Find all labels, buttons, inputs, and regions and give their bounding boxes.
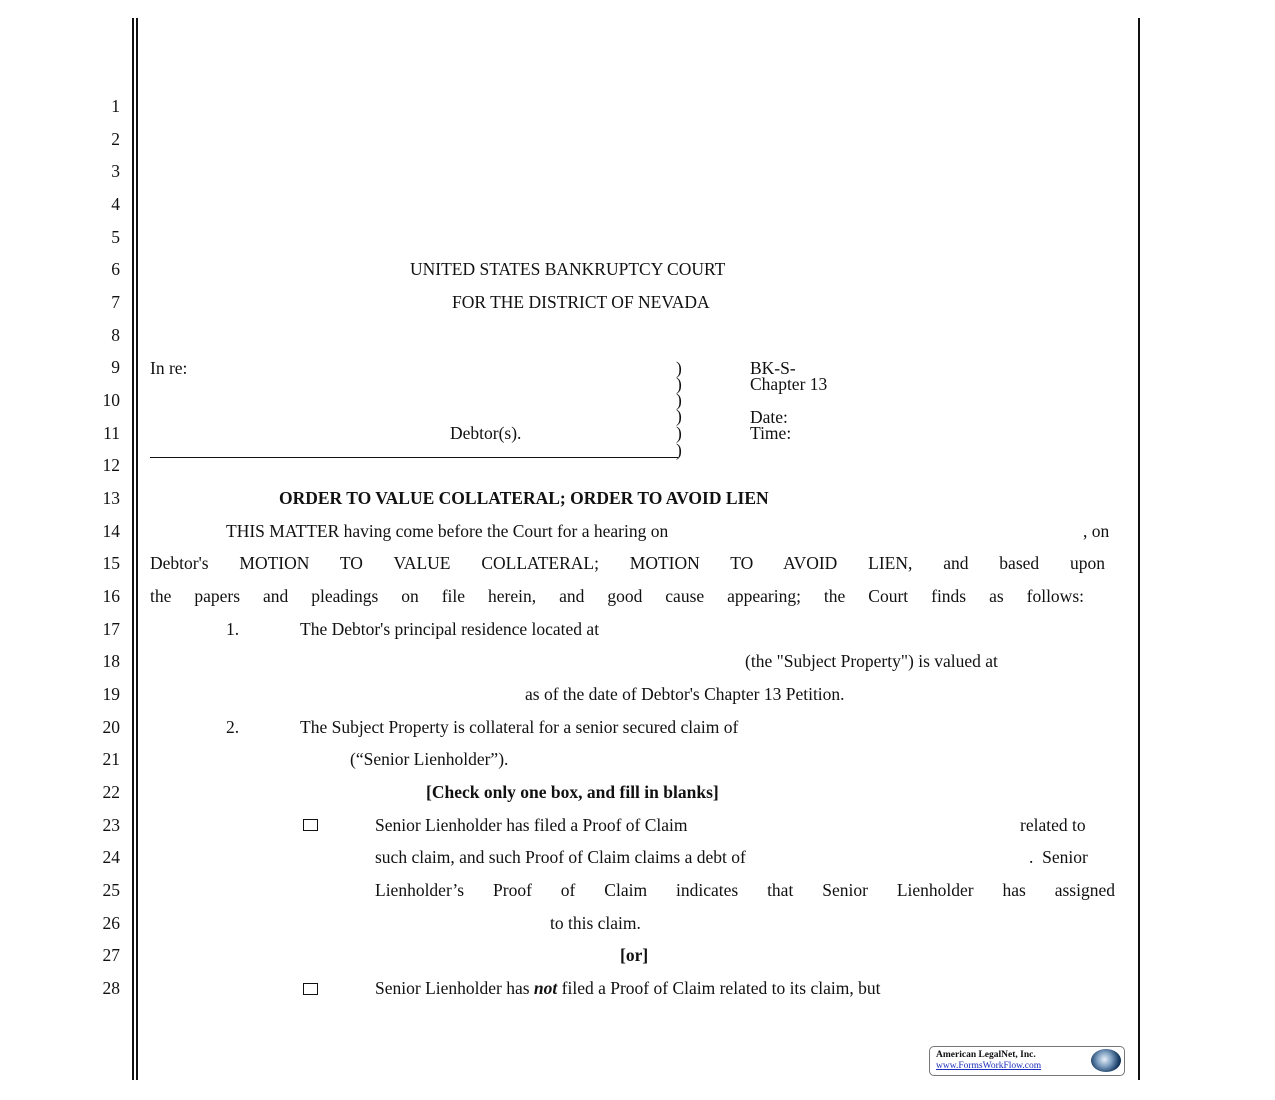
body-line-28	[375, 978, 880, 998]
left-margin-rule-inner	[136, 18, 138, 1080]
line-number: 17	[102, 618, 120, 639]
globe-icon	[1091, 1049, 1121, 1072]
body-line-16: the papers and pleadings on file herein, and good cause appearing; the Court finds as follows:	[150, 586, 1084, 606]
line-number: 5	[111, 226, 120, 247]
body-line-28a: Senior Lienholder has	[375, 978, 530, 998]
chapter: Chapter 13	[750, 374, 828, 394]
line-number: 2	[111, 128, 120, 149]
checkbox-proof-filed[interactable]	[303, 819, 318, 831]
body-line-19: as of the date of Debtor's Chapter 13 Petition.	[525, 684, 845, 704]
line-number: 28	[102, 978, 120, 999]
caption-underline	[150, 457, 678, 458]
line-number: 10	[102, 390, 120, 411]
body-line-26: to this claim.	[550, 913, 641, 933]
hearing-time: Time:	[750, 423, 792, 443]
order-title: ORDER TO VALUE COLLATERAL; ORDER TO AVOID LIEN	[279, 488, 769, 508]
line-number: 4	[111, 194, 120, 214]
body-line-24b: . Senior	[1029, 847, 1088, 867]
line-number: 12	[102, 455, 120, 476]
body-line-17: The Debtor's principal residence located at	[300, 619, 600, 639]
logo-url-link[interactable]: www.FormsWorkFlow.com	[936, 1061, 1042, 1071]
line-number: 7	[111, 292, 120, 313]
body-line-14b: , on	[1083, 521, 1110, 541]
hearing-date: Date:	[750, 407, 788, 427]
body-line-20: The Subject Property is collateral for a senior secured claim of	[300, 717, 739, 737]
caption-paren: )	[676, 440, 682, 460]
body-line-14a: THIS MATTER having come before the Court for a hearing on	[226, 521, 669, 541]
line-number: 3	[111, 161, 120, 182]
american-legalnet-logo[interactable]	[929, 1046, 1125, 1076]
line-number: 9	[111, 357, 120, 378]
line-number: 23	[102, 814, 120, 835]
line-number: 27	[102, 945, 120, 966]
body-line-25: Lienholder’s Proof of Claim indicates that Senior Lienholder has assigned	[375, 880, 1115, 900]
line-number: 24	[102, 847, 120, 868]
body-line-23b: related to	[1020, 815, 1086, 835]
line-number: 14	[102, 520, 120, 541]
debtor-label: Debtor(s).	[450, 423, 522, 443]
court-name: UNITED STATES BANKRUPTCY COURT	[410, 259, 726, 279]
body-line-21: (“Senior Lienholder”).	[350, 749, 509, 769]
caption-paren: )	[676, 390, 682, 410]
left-margin-rule-outer	[132, 18, 134, 1080]
body-line-18: (the "Subject Property") is valued at	[745, 651, 998, 671]
line-number: 25	[102, 880, 120, 901]
caption-paren: )	[676, 374, 682, 394]
in-re-label: In re:	[150, 358, 188, 378]
checkbox-proof-not-filed[interactable]	[303, 983, 318, 995]
emphasis-not: not	[533, 978, 558, 998]
case-number: BK-S-	[750, 358, 796, 378]
line-number: 13	[102, 488, 120, 509]
caption-paren: )	[676, 358, 682, 378]
line-number: 15	[102, 553, 120, 574]
caption-paren: )	[676, 406, 682, 426]
logo-company-name: American LegalNet, Inc.	[936, 1050, 1036, 1060]
line-number: 22	[102, 782, 120, 803]
check-instruction: [Check only one box, and fill in blanks]	[426, 782, 719, 802]
body-line-24a: such claim, and such Proof of Claim claims a debt of	[375, 847, 746, 867]
line-number: 8	[111, 324, 120, 345]
line-number: 16	[102, 586, 120, 607]
paragraph-2-number: 2.	[226, 717, 240, 737]
line-number: 26	[102, 912, 120, 933]
district-name: FOR THE DISTRICT OF NEVADA	[452, 292, 710, 312]
line-number: 20	[102, 716, 120, 737]
line-number: 19	[102, 684, 120, 705]
right-margin-rule	[1138, 18, 1140, 1080]
line-number: 18	[102, 651, 120, 672]
body-line-15: Debtor's MOTION TO VALUE COLLATERAL; MOTION TO AVOID LIEN, and based upon	[150, 553, 1105, 573]
line-number: 11	[103, 422, 120, 443]
caption-paren: )	[676, 423, 682, 443]
paragraph-1-number: 1.	[226, 619, 240, 639]
or-separator: [or]	[620, 945, 649, 965]
line-number: 1	[111, 96, 120, 116]
line-number: 6	[111, 259, 120, 280]
line-number: 21	[102, 749, 120, 770]
body-line-23a: Senior Lienholder has filed a Proof of Claim	[375, 815, 688, 835]
body-line-28c: filed a Proof of Claim related to its claim, but	[561, 978, 881, 998]
